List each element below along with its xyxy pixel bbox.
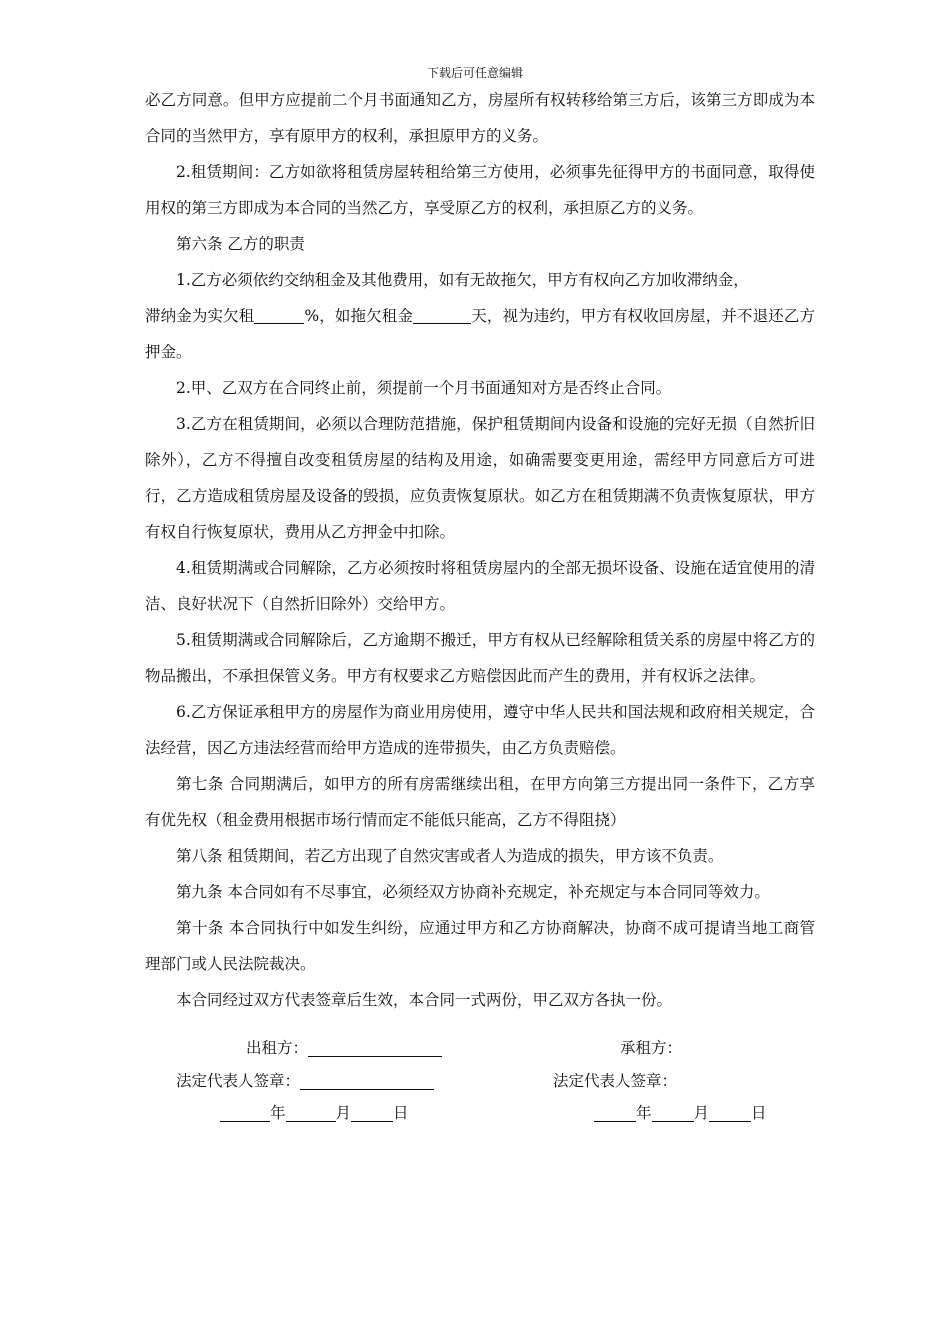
- paragraph-continuation: 必乙方同意。但甲方应提前二个月书面通知乙方，房屋所有权转移给第三方后，该第三方即成为本合同的当然甲方，享有原甲方的权利，承担原甲方的义务。: [145, 91, 815, 145]
- lessee-day-label: 日: [751, 1104, 767, 1122]
- lessor-day-label: 日: [393, 1104, 409, 1122]
- lessor-signature-blank[interactable]: [308, 1039, 442, 1057]
- lessee-month-label: 月: [693, 1104, 710, 1122]
- paragraph-duty-2: 2.甲、乙双方在合同终止前，须提前一个月书面通知对方是否终止合同。: [176, 379, 672, 397]
- lessee-label: 承租方：: [620, 1039, 683, 1057]
- contract-body: [145, 82, 815, 1018]
- article-9: 第九条 本合同如有不尽事宜，必须经双方协商补充规定，补充规定与本合同同等效力。: [176, 883, 770, 901]
- lessee-year-label: 年: [636, 1104, 652, 1122]
- lessor-year-blank[interactable]: [220, 1104, 270, 1122]
- lessor-year-label: 年: [270, 1104, 286, 1122]
- lessee-day-blank[interactable]: [709, 1104, 751, 1122]
- lessor-rep-blank[interactable]: [300, 1072, 434, 1090]
- late-fee-percent-blank[interactable]: [254, 306, 304, 324]
- late-fee-suffix: 天，视为违约，甲方有权收回房屋，并不退还乙方押金。: [145, 307, 815, 361]
- paragraph-duty-6: 6.乙方保证承租甲方的房屋作为商业用房使用，遵守中华人民共和国法规和政府相关规定，合法经营，因乙方违法经营而给甲方造成的连带损失，由乙方负责赔偿。: [145, 703, 815, 757]
- paragraph-late-fee: [145, 298, 815, 370]
- lessor-month-label: 月: [335, 1104, 352, 1122]
- lessee-month-blank[interactable]: [652, 1104, 694, 1122]
- effective-clause: 本合同经过双方代表签章后生效，本合同一式两份，甲乙双方各执一份。: [176, 991, 673, 1009]
- paragraph-duty-3: 3.乙方在租赁期间，必须以合理防范措施，保护租赁期间内设备和设施的完好无损（自然折旧除外），乙方不得擅自改变租赁房屋的结构及用途，如确需要变更用途，需经甲方同意后方可进行，乙方造成租赁房屋及设备的毁损，应负责恢复原状。如乙方在租赁期满不负责恢复原状，甲方有权自行恢复原状，费用从乙方押金中扣除。: [145, 415, 815, 541]
- lessor-rep-label: 法定代表人签章：: [176, 1072, 301, 1090]
- lessor-date-line: [220, 1103, 409, 1123]
- lessee-rep-label: 法定代表人签章：: [553, 1072, 678, 1090]
- late-fee-prefix: 滞纳金为实欠租: [145, 307, 255, 325]
- article-10: 第十条 本合同执行中如发生纠纷，应通过甲方和乙方协商解决，协商不成可提请当地工商管理部门或人民法院裁决。: [145, 919, 815, 973]
- paragraph-duty-4: 4.租赁期满或合同解除，乙方必须按时将租赁房屋内的全部无损坏设备、设施在适宜使用的清洁、良好状况下（自然折旧除外）交给甲方。: [145, 559, 815, 613]
- lessee-rep-line: [553, 1071, 677, 1091]
- lessor-rep-line: [176, 1071, 434, 1091]
- article-8: 第八条 租赁期间，若乙方出现了自然灾害或者人为造成的损失，甲方该不负责。: [176, 847, 724, 865]
- article-7: 第七条 合同期满后，如甲方的所有房需继续出租，在甲方向第三方提出同一条件下，乙方享有优先权（租金费用根据市场行情而定不能低只能高，乙方不得阻挠）: [145, 775, 815, 829]
- paragraph-sublease: 2.租赁期间：乙方如欲将租赁房屋转租给第三方使用，必须事先征得甲方的书面同意，取得使用权的第三方即成为本合同的当然乙方，享受原乙方的权利，承担原乙方的义务。: [145, 163, 815, 217]
- overdue-days-blank[interactable]: [413, 306, 471, 324]
- page-header-note: 下载后可任意编辑: [426, 66, 523, 80]
- paragraph-duty-1: 1.乙方必须依约交纳租金及其他费用，如有无故拖欠，甲方有权向乙方加收滞纳金，: [176, 271, 749, 289]
- lessee-date-line: [594, 1103, 767, 1123]
- lessor-signature-line: [246, 1038, 442, 1058]
- paragraph-duty-5: 5.租赁期满或合同解除后，乙方逾期不搬迁，甲方有权从已经解除租赁关系的房屋中将乙方的物品搬出，不承担保管义务。甲方有权要求乙方赔偿因此而产生的费用，并有权诉之法律。: [145, 631, 815, 685]
- lessor-label: 出租方：: [246, 1039, 309, 1057]
- lessor-day-blank[interactable]: [351, 1104, 393, 1122]
- late-fee-percent: %，如拖欠租金: [304, 307, 414, 325]
- lessor-month-blank[interactable]: [286, 1104, 336, 1122]
- article-6-heading: 第六条 乙方的职责: [176, 235, 305, 253]
- lessee-year-blank[interactable]: [594, 1104, 636, 1122]
- lessee-signature-line: [620, 1038, 682, 1058]
